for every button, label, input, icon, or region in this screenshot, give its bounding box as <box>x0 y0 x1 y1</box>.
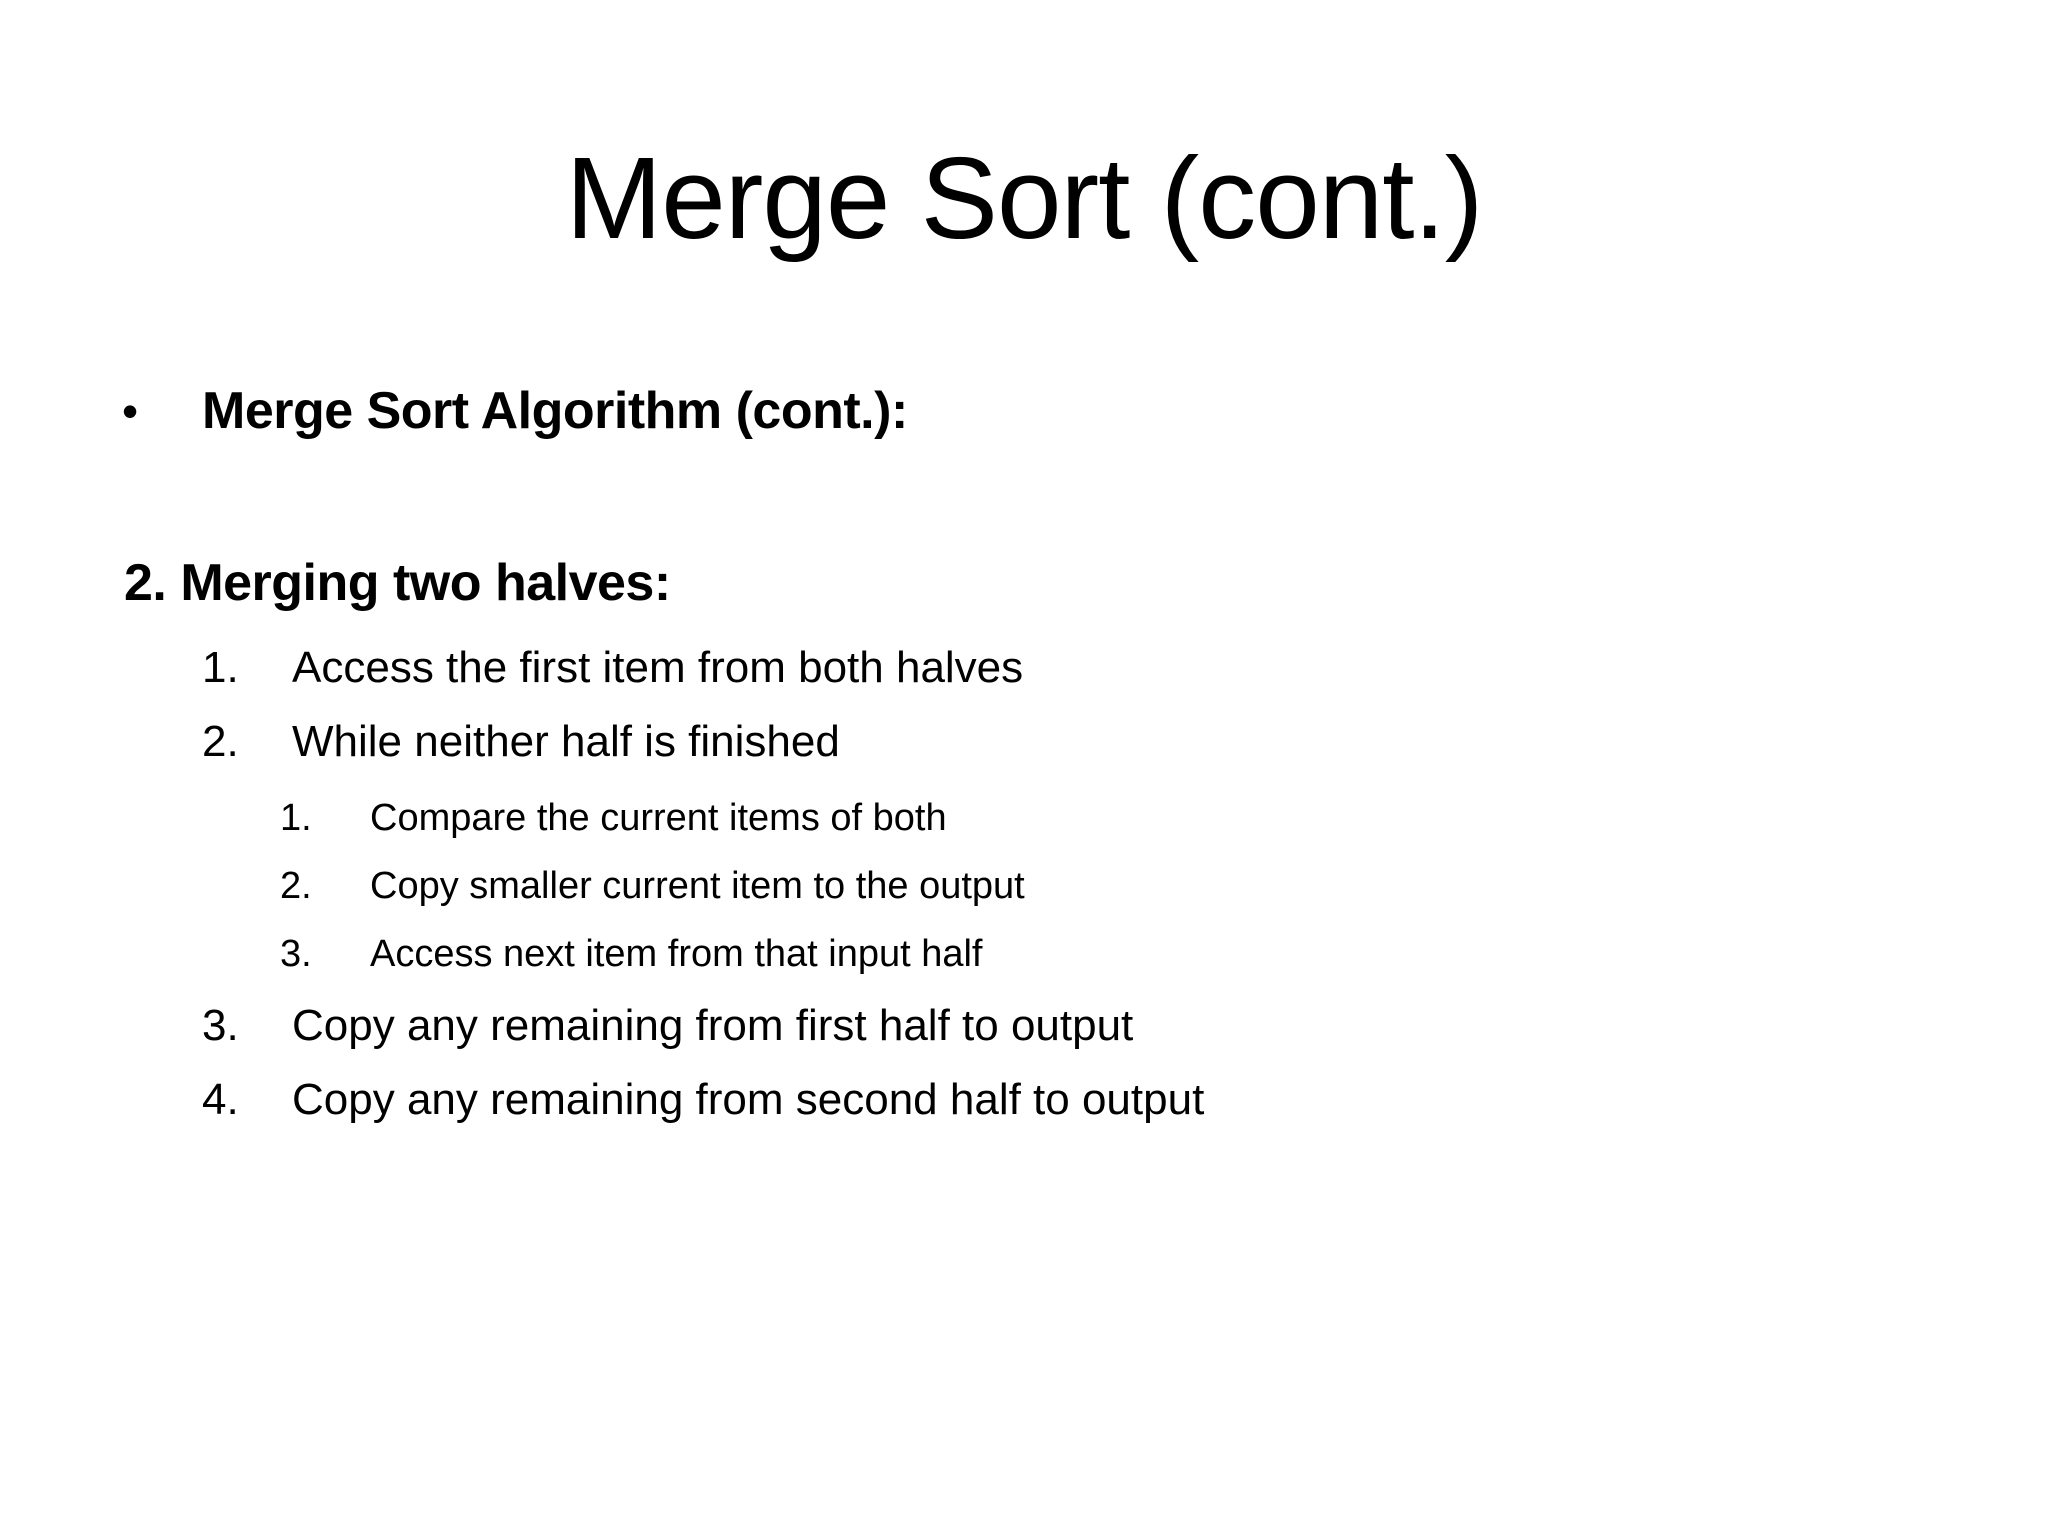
substep-number: 2. <box>280 865 312 907</box>
step-item <box>202 712 840 772</box>
step-number: 3. <box>202 1001 239 1050</box>
bullet-item <box>122 378 908 444</box>
step-text: Copy any remaining from first half to output <box>292 1001 1134 1050</box>
step-item <box>202 638 1023 698</box>
substep-number: 3. <box>280 933 312 975</box>
step-number: 1. <box>202 643 239 692</box>
substep-number: 1. <box>280 797 312 839</box>
substep-text: Copy smaller current item to the output <box>370 865 1025 907</box>
step-number: 2. <box>202 717 239 766</box>
substep-item <box>280 860 1025 912</box>
substep-text: Access next item from that input half <box>370 933 983 975</box>
bullet-text: Merge Sort Algorithm (cont.): <box>202 382 908 440</box>
substep-text: Compare the current items of both <box>370 797 947 839</box>
step-text: Access the first item from both halves <box>292 643 1024 692</box>
slide-title: Merge Sort (cont.) <box>565 133 1483 263</box>
section-heading: 2. Merging two halves: <box>124 554 671 612</box>
step-number: 4. <box>202 1075 239 1124</box>
bullet-marker: • <box>122 385 139 437</box>
substep-item <box>280 928 983 980</box>
step-item <box>202 996 1133 1056</box>
step-text: Copy any remaining from second half to output <box>292 1075 1205 1124</box>
step-item <box>202 1070 1204 1130</box>
substep-item <box>280 792 947 844</box>
step-text: While neither half is finished <box>292 717 840 766</box>
